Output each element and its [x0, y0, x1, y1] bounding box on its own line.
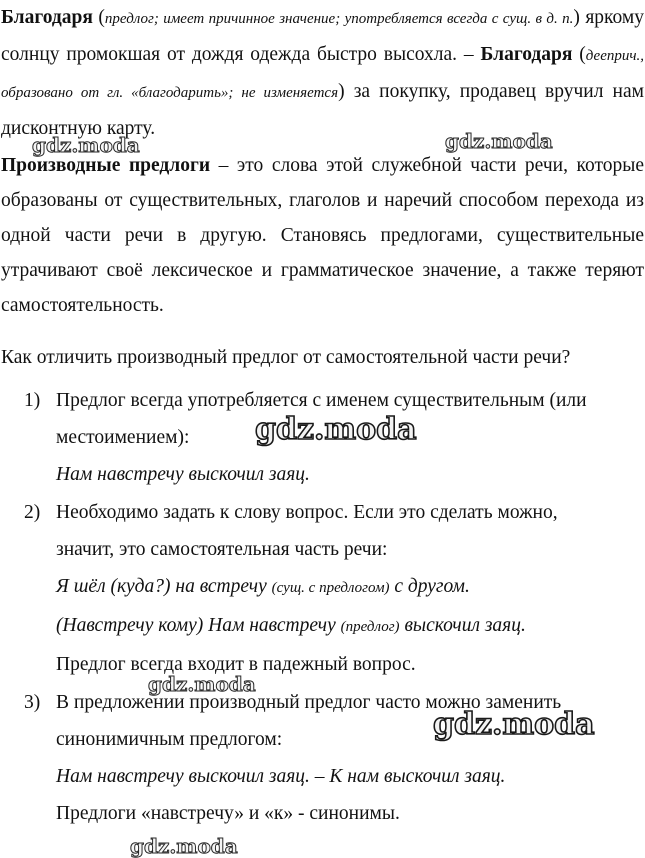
note-gerund: дееприч., образовано от гл. «благодарить»; не изменяется	[1, 48, 645, 101]
example-part: выскочил заяц.	[399, 615, 526, 637]
list-line: синонимичным предлогом:	[56, 728, 283, 750]
note-preposition: предлог; имеет причинное значение; употребляется всегда с сущ. в д. п.	[104, 11, 574, 27]
example-note: (сущ. с предлогом)	[271, 580, 390, 597]
example-line: Нам навстречу выскочил заяц. – К нам выскочил заяц.	[56, 766, 506, 788]
term-derived-prepositions: Производные предлоги	[1, 155, 211, 176]
list-line: местоимением):	[56, 427, 190, 449]
criteria-list	[0, 382, 645, 832]
example-sentence-2: за покупку, продавец вручил нам дисконтную карту.	[1, 81, 644, 139]
list-item-3	[0, 684, 645, 833]
list-number: 1)	[24, 390, 41, 411]
term-blagodarya-gerund: Благодаря	[480, 44, 573, 65]
example-part: (Навстречу кому) Нам навстречу	[56, 615, 341, 637]
watermark: gdz.moda	[445, 129, 553, 153]
list-line: В предложении производный предлог часто можно заменить	[56, 691, 562, 713]
list-item-1	[0, 382, 645, 494]
example-part: с другом.	[389, 576, 470, 598]
watermark: gdz.moda	[433, 707, 595, 742]
watermark: gdz.moda	[32, 133, 140, 157]
list-line: значит, это самостоятельная часть речи:	[56, 538, 388, 560]
example-note: (предлог)	[340, 619, 400, 636]
question-heading: Как отличить производный предлог от самостоятельной части речи?	[1, 347, 571, 368]
example-part: Я шёл (куда?) на встречу	[56, 576, 272, 598]
definition-text: – это слова этой служебной части речи, которые образованы от существительных, глаголов и наречий способом перехода из одной части речи в другую. Становясь предлогами, существительные утрачивают своё лексическое и грамматическое значение, а также теряют самостоятельность.	[1, 155, 644, 316]
watermark: gdz.moda	[148, 672, 256, 696]
example-line	[56, 607, 645, 646]
example-line	[56, 568, 645, 607]
paragraph-definition	[1, 148, 644, 323]
list-line: Предлог всегда входит в падежный вопрос.	[56, 654, 416, 676]
list-number: 3)	[24, 691, 41, 713]
term-blagodarya-preposition: Благодаря	[1, 7, 93, 28]
paragraph-blagodarya: Благодаря (предлог; имеет причинное значение; употребляется всегда с сущ. в д. п.) яркому солнцу промокшая от дождя одежда быстро высохла. – Благодаря (дееприч., образовано от гл. «благодарить»; не изменяется) за покупку, продавец вручил нам дисконтную карту.	[1, 7, 645, 139]
watermark: gdz.moda	[130, 834, 238, 858]
list-line: Предлоги «навстречу» и «к» - синонимы.	[56, 803, 400, 825]
list-item-2	[0, 494, 645, 684]
list-line: Предлог всегда употребляется с именем существительным (или	[56, 390, 587, 411]
example-sentence-1: яркому солнцу промокшая от дождя одежда быстро высохла. –	[1, 7, 645, 65]
example-line: Нам навстречу выскочил заяц.	[56, 464, 310, 486]
watermark: gdz.moda	[255, 412, 417, 447]
list-line: Необходимо задать к слову вопрос. Если это сделать можно,	[56, 501, 558, 523]
list-number: 2)	[24, 501, 41, 523]
